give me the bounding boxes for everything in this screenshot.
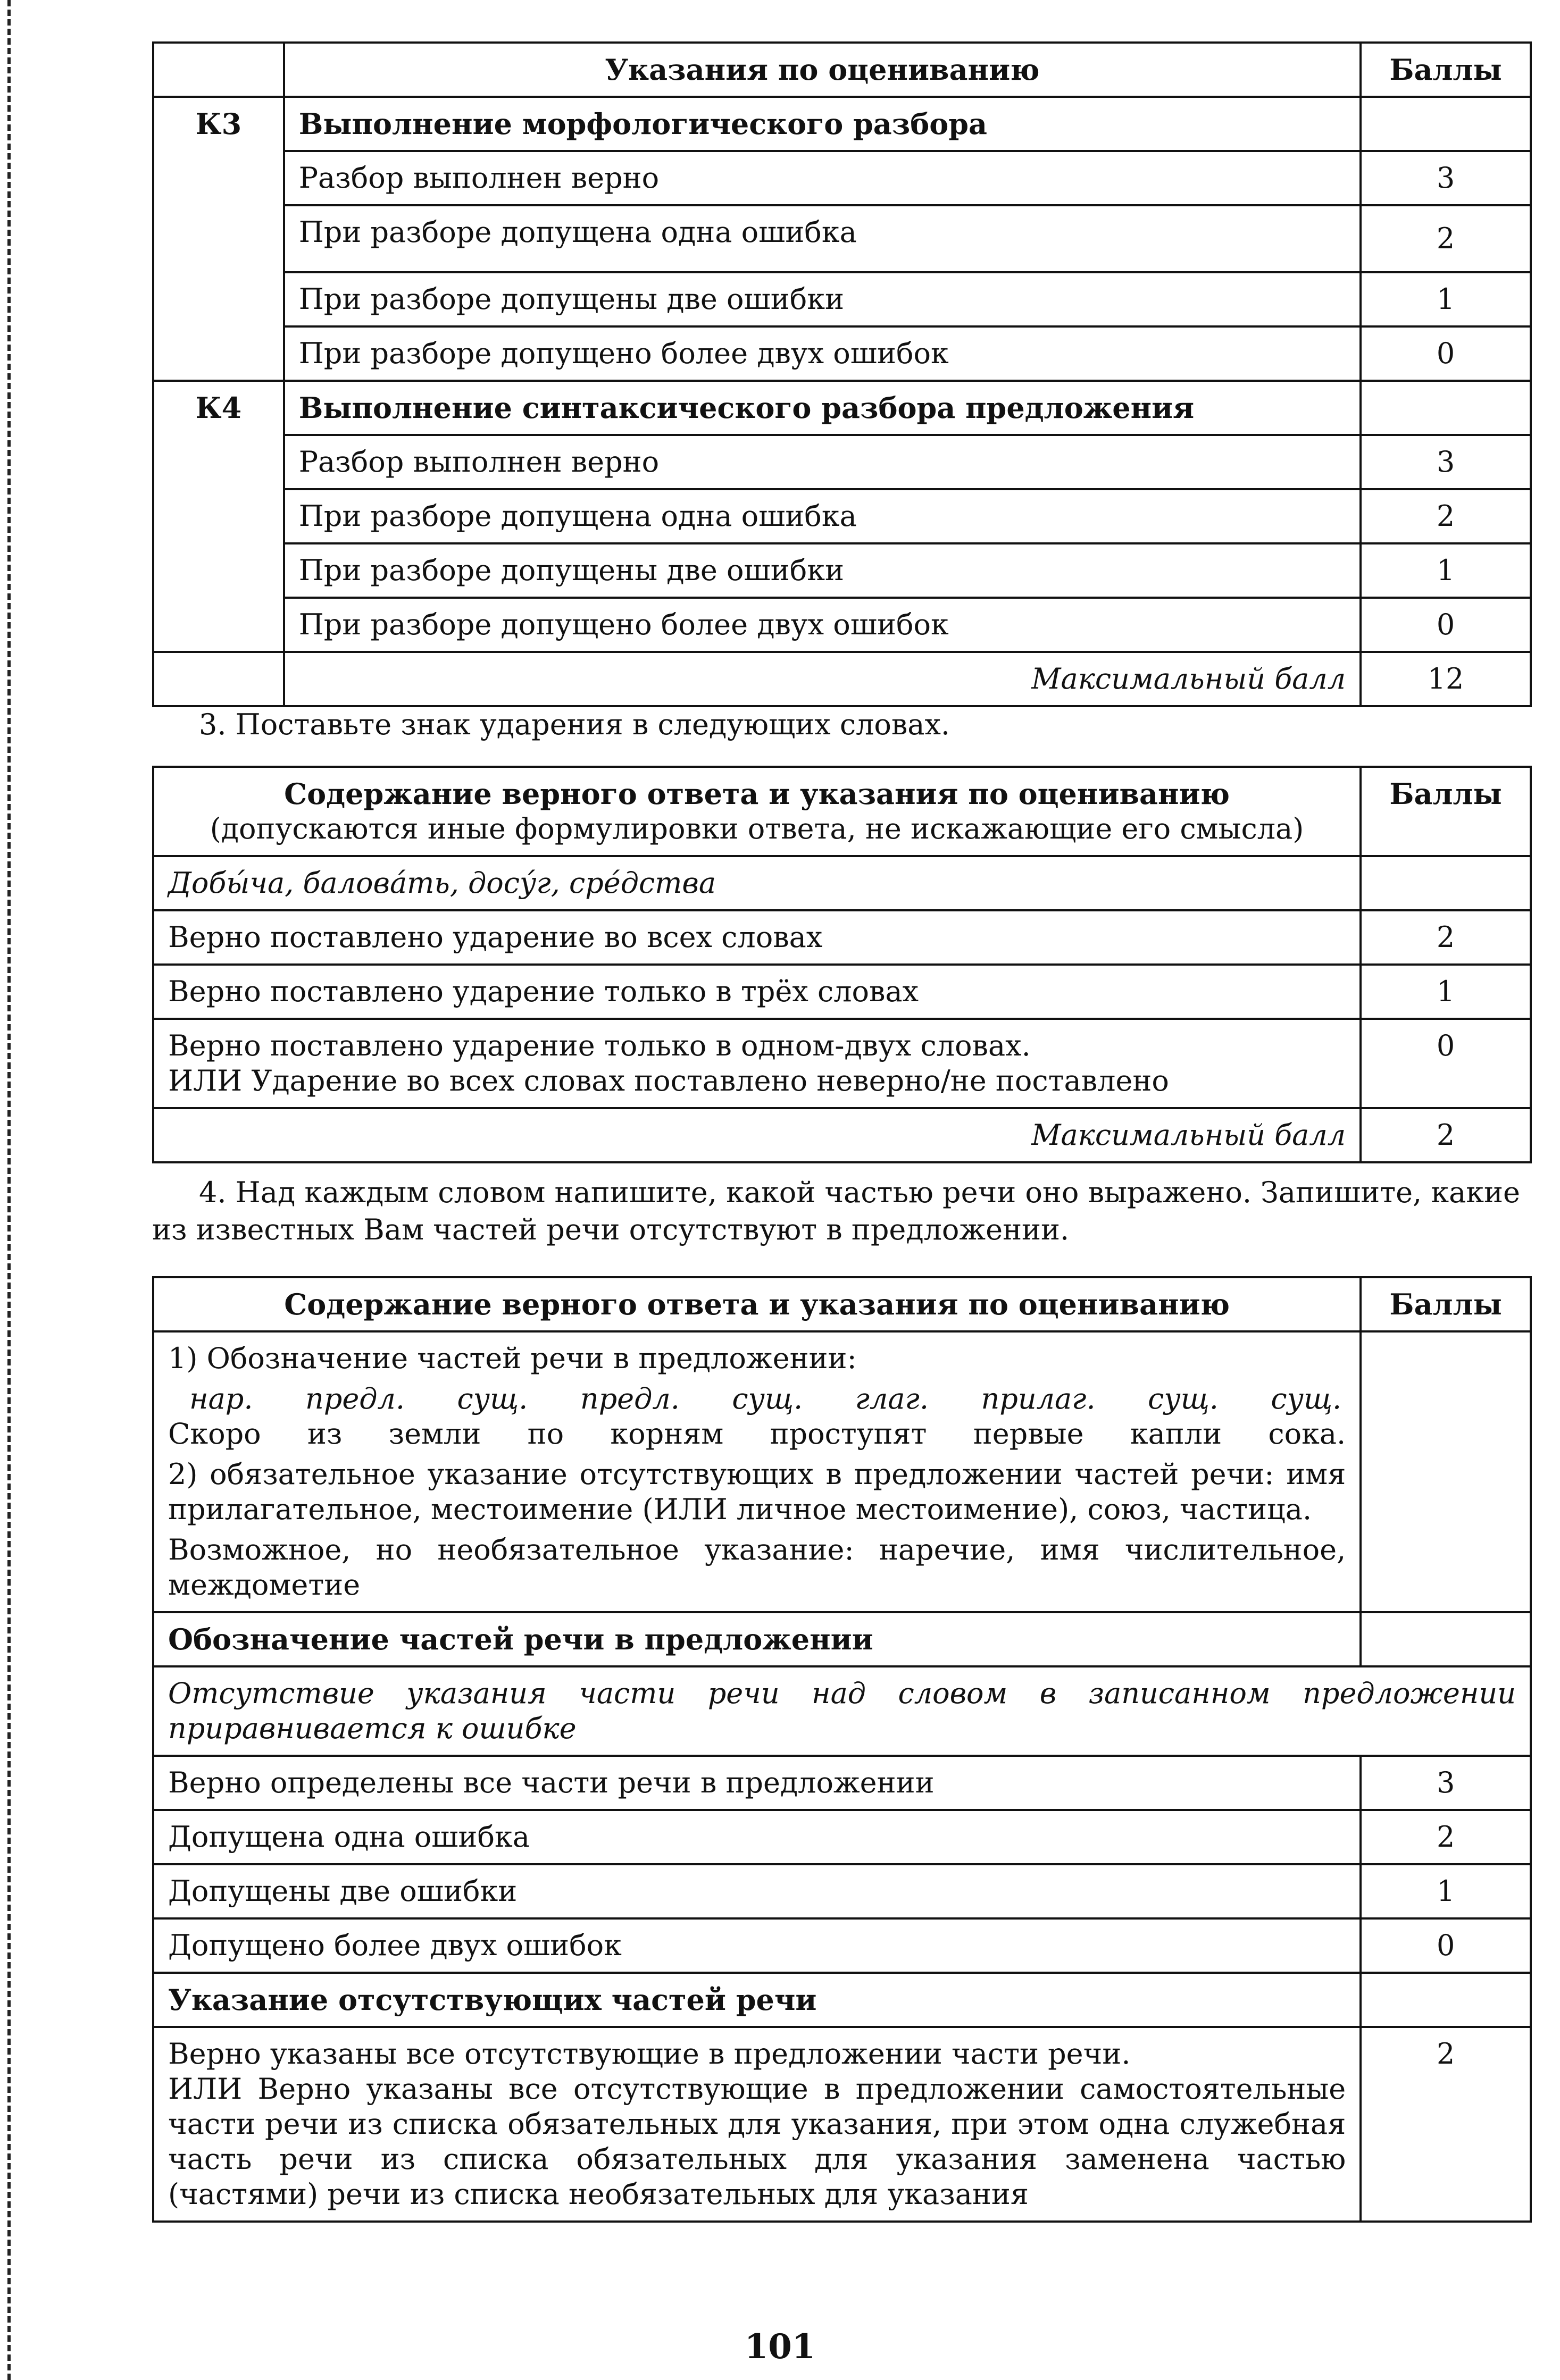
k4-row-text: При разборе допущены две ошибки (284, 543, 1361, 598)
task4-header-points: Баллы (1361, 1277, 1531, 1331)
sentence-word: по (527, 1417, 564, 1451)
pos-label: сущ. (1148, 1382, 1219, 1415)
sentence-row (168, 1417, 1346, 1452)
k4-row-text: При разборе допущена одна ошибка (284, 489, 1361, 543)
pos-label: сущ. (457, 1382, 528, 1415)
task3-header-line1: Содержание верного ответа и указания по оцениванию (284, 777, 1230, 811)
sentence-word: корням (610, 1417, 724, 1451)
k3-title-points (1361, 97, 1531, 151)
k4-title: Выполнение синтаксического разбора предложения (284, 381, 1361, 435)
max-score-points: 12 (1361, 652, 1531, 706)
section2-title: Указание отсутствующих частей речи (153, 1973, 1361, 2027)
k3-row-text: При разборе допущено более двух ошибок (284, 326, 1361, 381)
task3-row-points: 2 (1361, 910, 1531, 965)
section2-row (153, 2027, 1531, 2222)
k4-row-text: Разбор выполнен верно (284, 435, 1361, 489)
k3-row-points: 3 (1361, 151, 1531, 205)
k3-row-text: Разбор выполнен верно (284, 151, 1361, 205)
task4-answer-p3: Возможное, но необязательное указание: наречие, имя числительное, междометие (168, 1533, 1346, 1602)
task3-prompt: 3. Поставьте знак ударения в следующих словах. (199, 708, 950, 741)
task4-prompt: 4. Над каждым словом напишите, какой частью речи оно выражено. Запишите, какие из известных Вам частей речи отсутствуют в предложении. (152, 1176, 1520, 1246)
task3-row-text: Верно поставлено ударение только в трёх словах (153, 965, 1361, 1019)
k4-row-points: 3 (1361, 435, 1531, 489)
task4-header-row (153, 1277, 1531, 1331)
task4-header-content: Содержание верного ответа и указания по оцениванию (153, 1277, 1361, 1331)
table-row (153, 1019, 1531, 1108)
task3-answer: Добы́ча, балова́ть, досу́г, сре́дства (153, 856, 1361, 910)
table-task3 (152, 766, 1532, 1163)
task3-answer-points (1361, 856, 1531, 910)
table-row (153, 151, 1531, 205)
table-row (153, 910, 1531, 965)
k3-row-text: При разборе допущены две ошибки (284, 272, 1361, 326)
cut-line (7, 0, 11, 2380)
section1-note-row (153, 1666, 1531, 1756)
table-row (153, 272, 1531, 326)
pos-label: сущ. (1271, 1382, 1342, 1415)
table-header-row (153, 43, 1531, 97)
sentence-word: сока. (1268, 1417, 1346, 1451)
header-points: Баллы (1361, 43, 1531, 97)
max-score-label: Максимальный балл (284, 652, 1361, 706)
table-task4 (152, 1276, 1532, 2223)
section2-row-text (153, 2027, 1361, 2222)
table-row (153, 1756, 1531, 1810)
sentence-word: из (307, 1417, 343, 1451)
section1-row-points: 0 (1361, 1918, 1531, 1973)
section2-points: 2 (1361, 2027, 1531, 2222)
task3-row-text: Верно поставлено ударение во всех словах (153, 910, 1361, 965)
section1-note: Отсутствие указания части речи над словом в записанном предложении приравнивается к ошибке (153, 1666, 1531, 1756)
task3-row-line2: ИЛИ Ударение во всех словах поставлено неверно/не поставлено (168, 1064, 1169, 1097)
table-row (153, 326, 1531, 381)
section1-row-points: 3 (1361, 1756, 1531, 1810)
sentence-word: первые (973, 1417, 1084, 1451)
table-row (153, 435, 1531, 489)
table-row (153, 1864, 1531, 1918)
task4-answer-points (1361, 1331, 1531, 1612)
pos-label: глаг. (855, 1382, 929, 1415)
task3-header-content (153, 767, 1361, 856)
task3-row-points: 1 (1361, 965, 1531, 1019)
sentence-word: земли (388, 1417, 481, 1451)
section1-row-text: Допущена одна ошибка (153, 1810, 1361, 1864)
section1-title-points (1361, 1612, 1531, 1666)
k4-row-points: 0 (1361, 598, 1531, 652)
k3-code: К3 (153, 97, 284, 381)
table-row (153, 965, 1531, 1019)
pos-labels-row (168, 1381, 1346, 1417)
page-number: 101 (744, 2327, 816, 2367)
section1-row-text: Верно определены все части речи в предложении (153, 1756, 1361, 1810)
max-score-row (153, 652, 1531, 706)
table-row (153, 1918, 1531, 1973)
pos-label: предл. (305, 1382, 405, 1415)
k4-row-points: 2 (1361, 489, 1531, 543)
pos-label: прилаг. (981, 1382, 1096, 1415)
task3-header-row (153, 767, 1531, 856)
section2-row-line1: Верно указаны все отсутствующие в предложении части речи. (168, 2037, 1131, 2071)
k3-row-text: При разборе допущена одна ошибка (284, 205, 1361, 272)
section2-title-row (153, 1973, 1531, 2027)
k3-row-points: 0 (1361, 326, 1531, 381)
table-row (153, 489, 1531, 543)
section1-row-points: 2 (1361, 1810, 1531, 1864)
k3-row-points: 2 (1361, 205, 1531, 272)
max-score-row (153, 1108, 1531, 1162)
task3-row-line1: Верно поставлено ударение только в одном-двух словах. (168, 1029, 1031, 1062)
k4-row-points: 1 (1361, 543, 1531, 598)
k4-title-row (153, 381, 1531, 435)
k3-title-row (153, 97, 1531, 151)
pos-label: нар. (189, 1382, 253, 1415)
k3-row-points: 1 (1361, 272, 1531, 326)
max-empty-cell (153, 652, 284, 706)
section1-row-text: Допущено более двух ошибок (153, 1918, 1361, 1973)
task3-row-points: 0 (1361, 1019, 1531, 1108)
task3-header-line2: (допускаются иные формулировки ответа, не искажающие его смысла) (210, 812, 1304, 845)
pos-label: предл. (580, 1382, 680, 1415)
k4-code: К4 (153, 381, 284, 652)
sentence-word: проступят (770, 1417, 927, 1451)
k4-row-text: При разборе допущено более двух ошибок (284, 598, 1361, 652)
table-row (153, 1810, 1531, 1864)
k3-title: Выполнение морфологического разбора (284, 97, 1361, 151)
task3-max-label: Максимальный балл (153, 1108, 1361, 1162)
task4-answer-cell (153, 1331, 1361, 1612)
task4-answer-p2: 2) обязательное указание отсутствующих в предложении частей речи: имя прилагательное, местоимение (ИЛИ личное местоимение), союз, частица. (168, 1457, 1346, 1526)
k4-title-points (1361, 381, 1531, 435)
section1-row-text: Допущены две ошибки (153, 1864, 1361, 1918)
task4-answer-p1: 1) Обозначение частей речи в предложении: (168, 1342, 857, 1375)
header-empty-cell (153, 43, 284, 97)
table-row (153, 205, 1531, 272)
pos-label: сущ. (732, 1382, 803, 1415)
sentence-word: капли (1130, 1417, 1222, 1451)
sentence-word: Скоро (168, 1417, 261, 1451)
task3-answer-row (153, 856, 1531, 910)
table-k3-k4 (152, 41, 1532, 707)
task3-row-text-multi (153, 1019, 1361, 1108)
section1-row-points: 1 (1361, 1864, 1531, 1918)
section2-row-line2: ИЛИ Верно указаны все отсутствующие в предложении самостоятельные части речи из списка обязательных для указания, при этом одна служебная часть речи из списка обязательных для указания заменена частью (частями) речи из списка необязательных для указания (168, 2072, 1346, 2211)
section1-title-row (153, 1612, 1531, 1666)
table-row (153, 598, 1531, 652)
task3-header-points: Баллы (1361, 767, 1531, 856)
section1-title: Обозначение частей речи в предложении (153, 1612, 1361, 1666)
task4-answer-row (153, 1331, 1531, 1612)
header-criteria: Указания по оцениванию (284, 43, 1361, 97)
table-row (153, 543, 1531, 598)
section2-title-points (1361, 1973, 1531, 2027)
task3-max-points: 2 (1361, 1108, 1531, 1162)
